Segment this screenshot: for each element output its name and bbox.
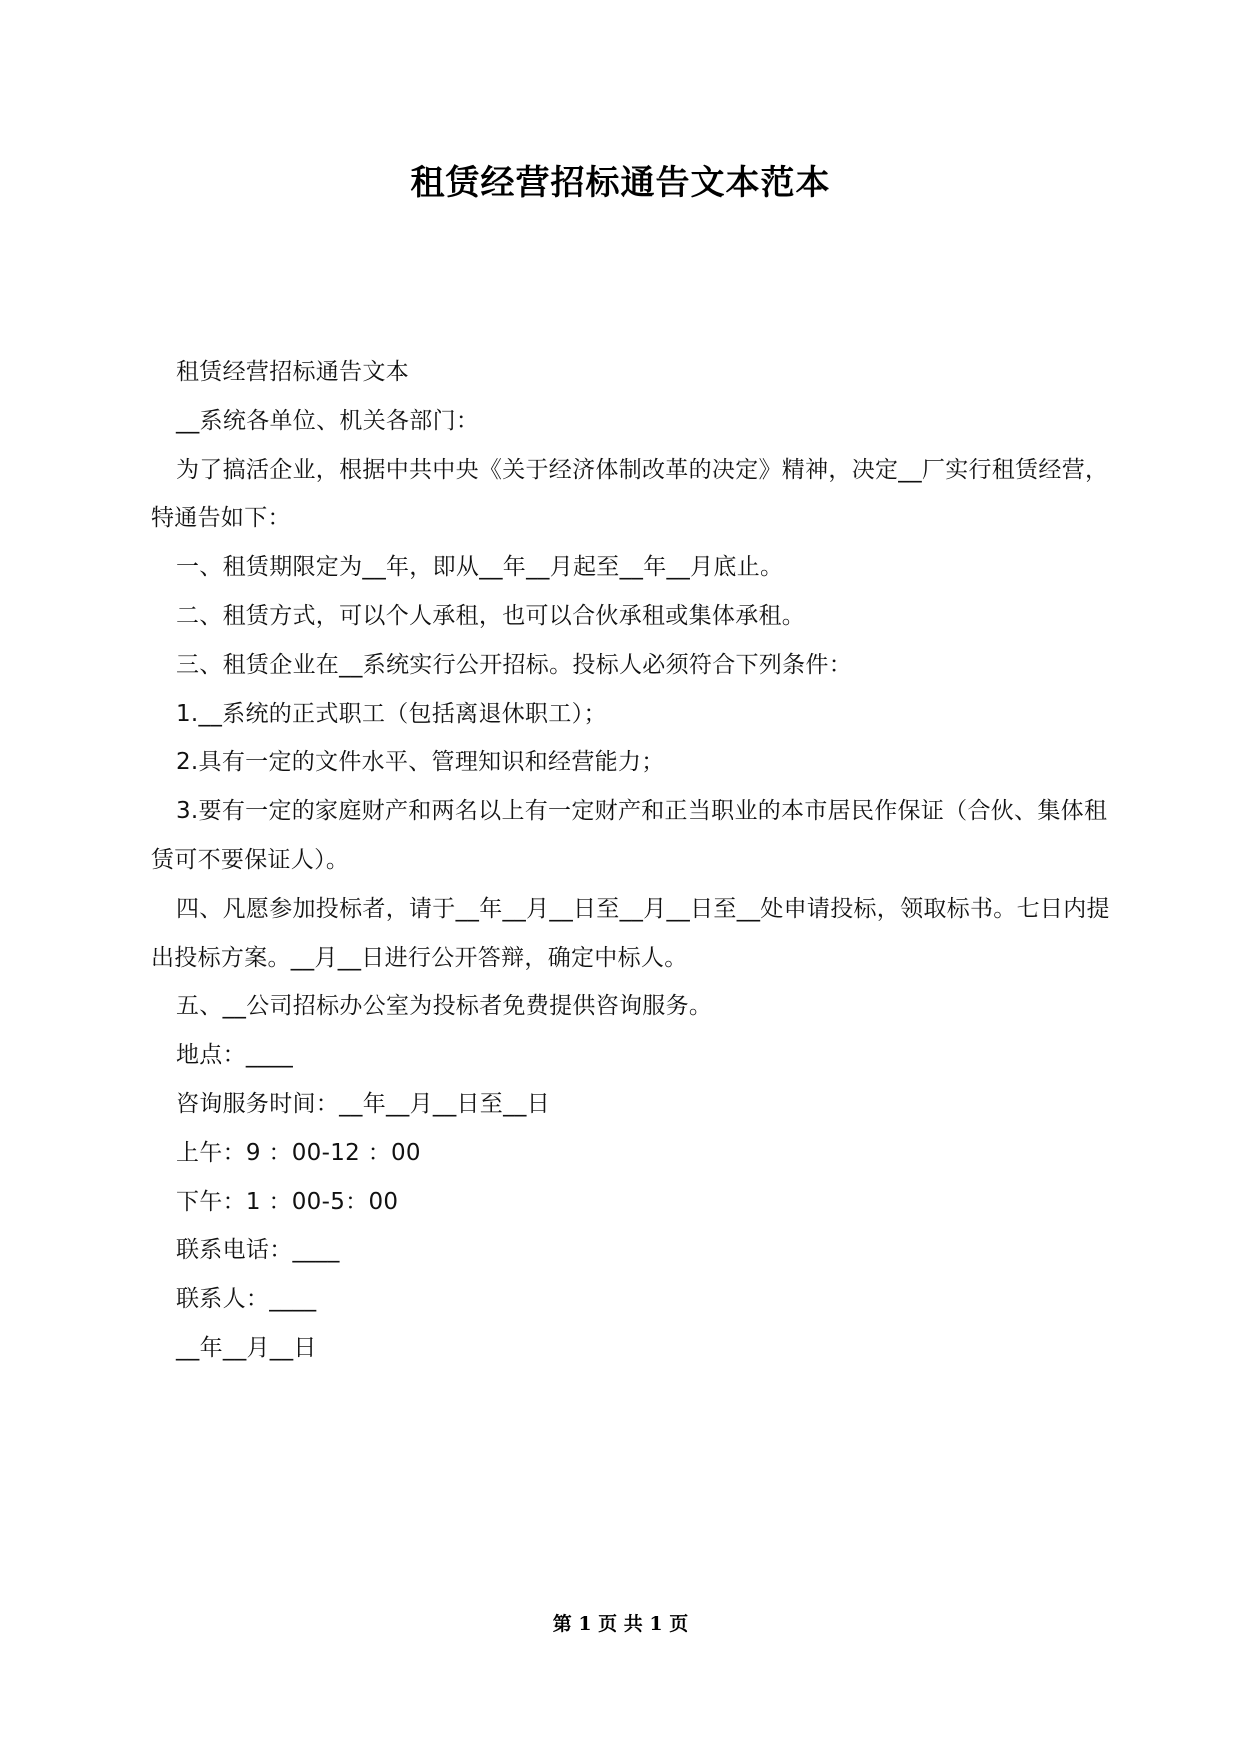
paragraph-service-time: 咨询服务时间：__年__月__日至__日	[176, 1090, 550, 1117]
document-title: 租赁经营招标通告文本范本	[410, 163, 831, 203]
paragraph-contact: 联系人：____	[176, 1286, 317, 1313]
page-number-footer: 第 1 页 共 1 页	[552, 1613, 689, 1635]
paragraph-conditions: 三、租赁企业在__系统实行公开招标。投标人必须符合下列条件：	[176, 651, 852, 678]
paragraph-location: 地点：____	[176, 1042, 294, 1069]
paragraph-addressee: __系统各单位、机关各部门：	[176, 407, 480, 434]
paragraph-afternoon-hours: 下午：1 ：00-5：00	[176, 1188, 399, 1215]
paragraph-condition-3: 3.要有一定的家庭财产和两名以上有一定财产和正当职业的本市居民作保证（合伙、集体租赁可不要保证人）。	[151, 798, 1108, 873]
paragraph-phone: 联系电话：____	[176, 1237, 340, 1264]
paragraph-method: 二、租赁方式，可以个人承租，也可以合伙承租或集体承租。	[176, 602, 806, 629]
paragraph-condition-2: 2.具有一定的文件水平、管理知识和经营能力；	[176, 749, 665, 776]
paragraph-morning-hours: 上午：9 ：00-12 ：00	[176, 1139, 421, 1166]
paragraph-condition-1: 1.__系统的正式职工（包括离退休职工）；	[176, 700, 607, 727]
paragraph-application: 四、凡愿参加投标者，请于__年__月__日至__月__日至__处申请投标，领取标书。七日内提出投标方案。__月__日进行公开答辩，确定中标人。	[151, 895, 1110, 971]
document-body	[151, 348, 1111, 1373]
paragraph-term: 一、租赁期限定为__年，即从__年__月起至__年__月底止。	[176, 554, 784, 581]
paragraph-consulting: 五、__公司招标办公室为投标者免费提供咨询服务。	[176, 993, 713, 1020]
paragraph-heading: 租赁经营招标通告文本	[176, 359, 409, 385]
paragraph-intro: 为了搞活企业，根据中共中央《关于经济体制改革的决定》精神，决定__厂实行租赁经营，特通告如下：	[151, 456, 1109, 532]
paragraph-date: __年__月__日	[176, 1334, 317, 1361]
